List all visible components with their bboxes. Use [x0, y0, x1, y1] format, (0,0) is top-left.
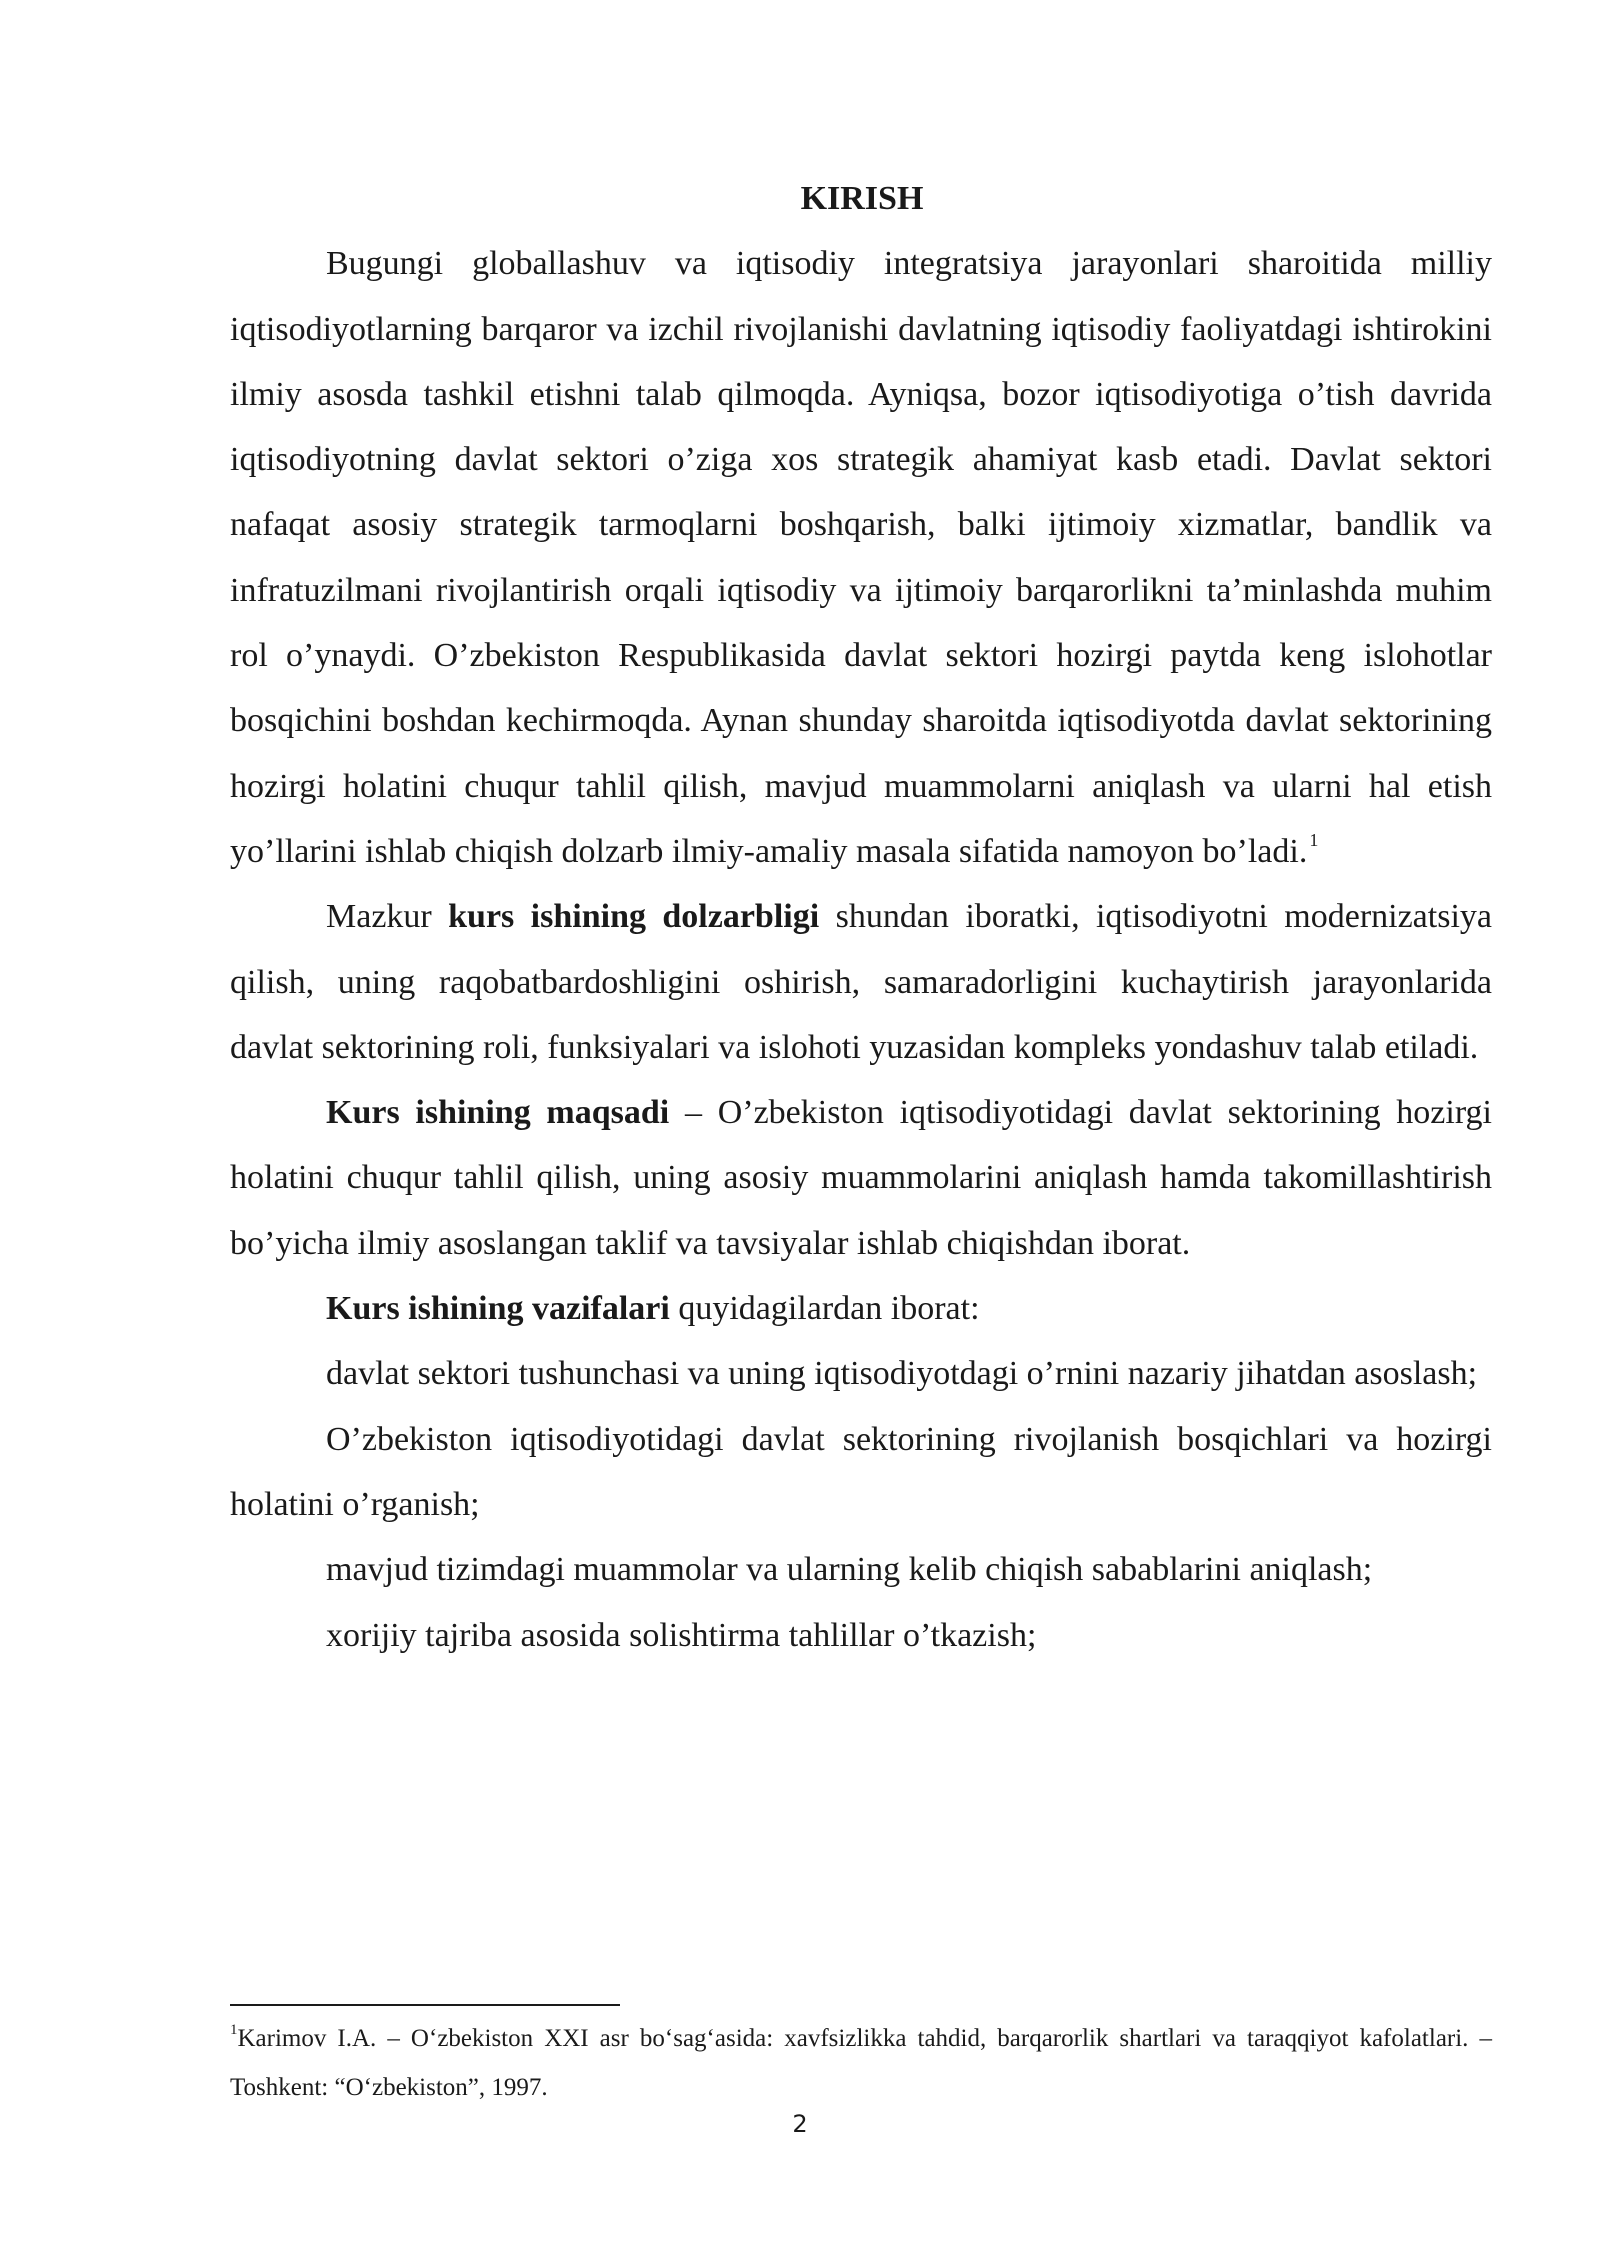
relevance-paragraph: [230, 884, 1492, 1080]
tasks-rest-text: quyidagilardan iborat:: [669, 1290, 980, 1328]
tasks-bold-term: Kurs ishining vazifalari: [326, 1290, 670, 1328]
goal-paragraph: [230, 1080, 1492, 1276]
intro-paragraph: [230, 231, 1492, 884]
task-item-2: O’zbekiston iqtisodiyotidagi davlat sektorining rivojlanish bosqichlari va hozirgi holatini o’rganish;: [230, 1420, 1492, 1523]
task-item-3: mavjud tizimdagi muammolar va ularning kelib chiqish sabablarini aniqlash;: [326, 1551, 1373, 1589]
page-number: 2: [792, 2110, 808, 2138]
footnote: [230, 2014, 1492, 2112]
task-item-1: davlat sektori tushunchasi va uning iqtisodiyotdagi o’rnini nazariy jihatdan asoslash;: [326, 1355, 1478, 1393]
relevance-rest-text: shundan iboratki, iqtisodiyotni modernizatsiya qilish, uning raqobatbardoshligini oshirish, samaradorligini kuchaytirish jarayonlarida davlat sektorining roli, funksiyalari va islohoti yuzasidan kompleks yondashuv talab etiladi.: [230, 898, 1492, 1066]
page-content: [230, 166, 1492, 1668]
goal-bold-term: Kurs ishining maqsadi: [326, 1094, 670, 1132]
footnote-reference[interactable]: 1: [1309, 829, 1319, 850]
footnote-text: Karimov I.A. – O‘zbekiston XXI asr bo‘sag‘asida: xavfsizlikka tahdid, barqarorlik shartlari va taraqqiyot kafolatlari. – Toshkent: “O‘zbekiston”, 1997.: [230, 2025, 1492, 2101]
relevance-intro-text: Mazkur: [326, 898, 449, 936]
footnote-number: 1: [230, 2022, 238, 2038]
intro-paragraph-text: Bugungi globallashuv va iqtisodiy integratsiya jarayonlari sharoitida milliy iqtisodiyotlarning barqaror va izchil rivojlanishi davlatning iqtisodiy faoliyatdagi ishtirokini ilmiy asosda tashkil etishni talab qilmoqda. Ayniqsa, bozor iqtisodiyotiga o’tish davrida iqtisodiyotning davlat sektori o’ziga xos strategik ahamiyat kasb etadi. Davlat sektori nafaqat asosiy strategik tarmoqlarni boshqarish, balki ijtimoiy xizmatlar, bandlik va infratuzilmani rivojlantirish orqali iqtisodiy va ijtimoiy barqarorlikni ta’minlashda muhim rol o’ynaydi. O’zbekiston Respublikasida davlat sektori hozirgi paytda keng islohotlar bosqichini boshdan kechirmoqda. Aynan shunday sharoitda iqtisodiyotda davlat sektorining hozirgi holatini chuqur tahlil qilish, mavjud muammolarni aniqlash va ularni hal etish yo’llarini ishlab chiqish dolzarb ilmiy-amaliy masala sifatida namoyon bo’ladi.: [230, 245, 1492, 870]
tasks-intro-paragraph: [230, 1276, 1492, 1341]
task-item-4: xorijiy tajriba asosida solishtirma tahlillar o’tkazish;: [326, 1616, 1037, 1654]
section-heading: KIRISH: [800, 180, 924, 217]
footnote-separator: [230, 2004, 620, 2006]
relevance-bold-term: kurs ishining dolzarbligi: [448, 898, 820, 936]
goal-rest-text: – O’zbekiston iqtisodiyotidagi davlat sektorining hozirgi holatini chuqur tahlil qilish, uning asosiy muammolarini aniqlash hamda takomillashtirish bo’yicha ilmiy asoslangan taklif va tavsiyalar ishlab chiqishdan iborat.: [230, 1094, 1492, 1262]
